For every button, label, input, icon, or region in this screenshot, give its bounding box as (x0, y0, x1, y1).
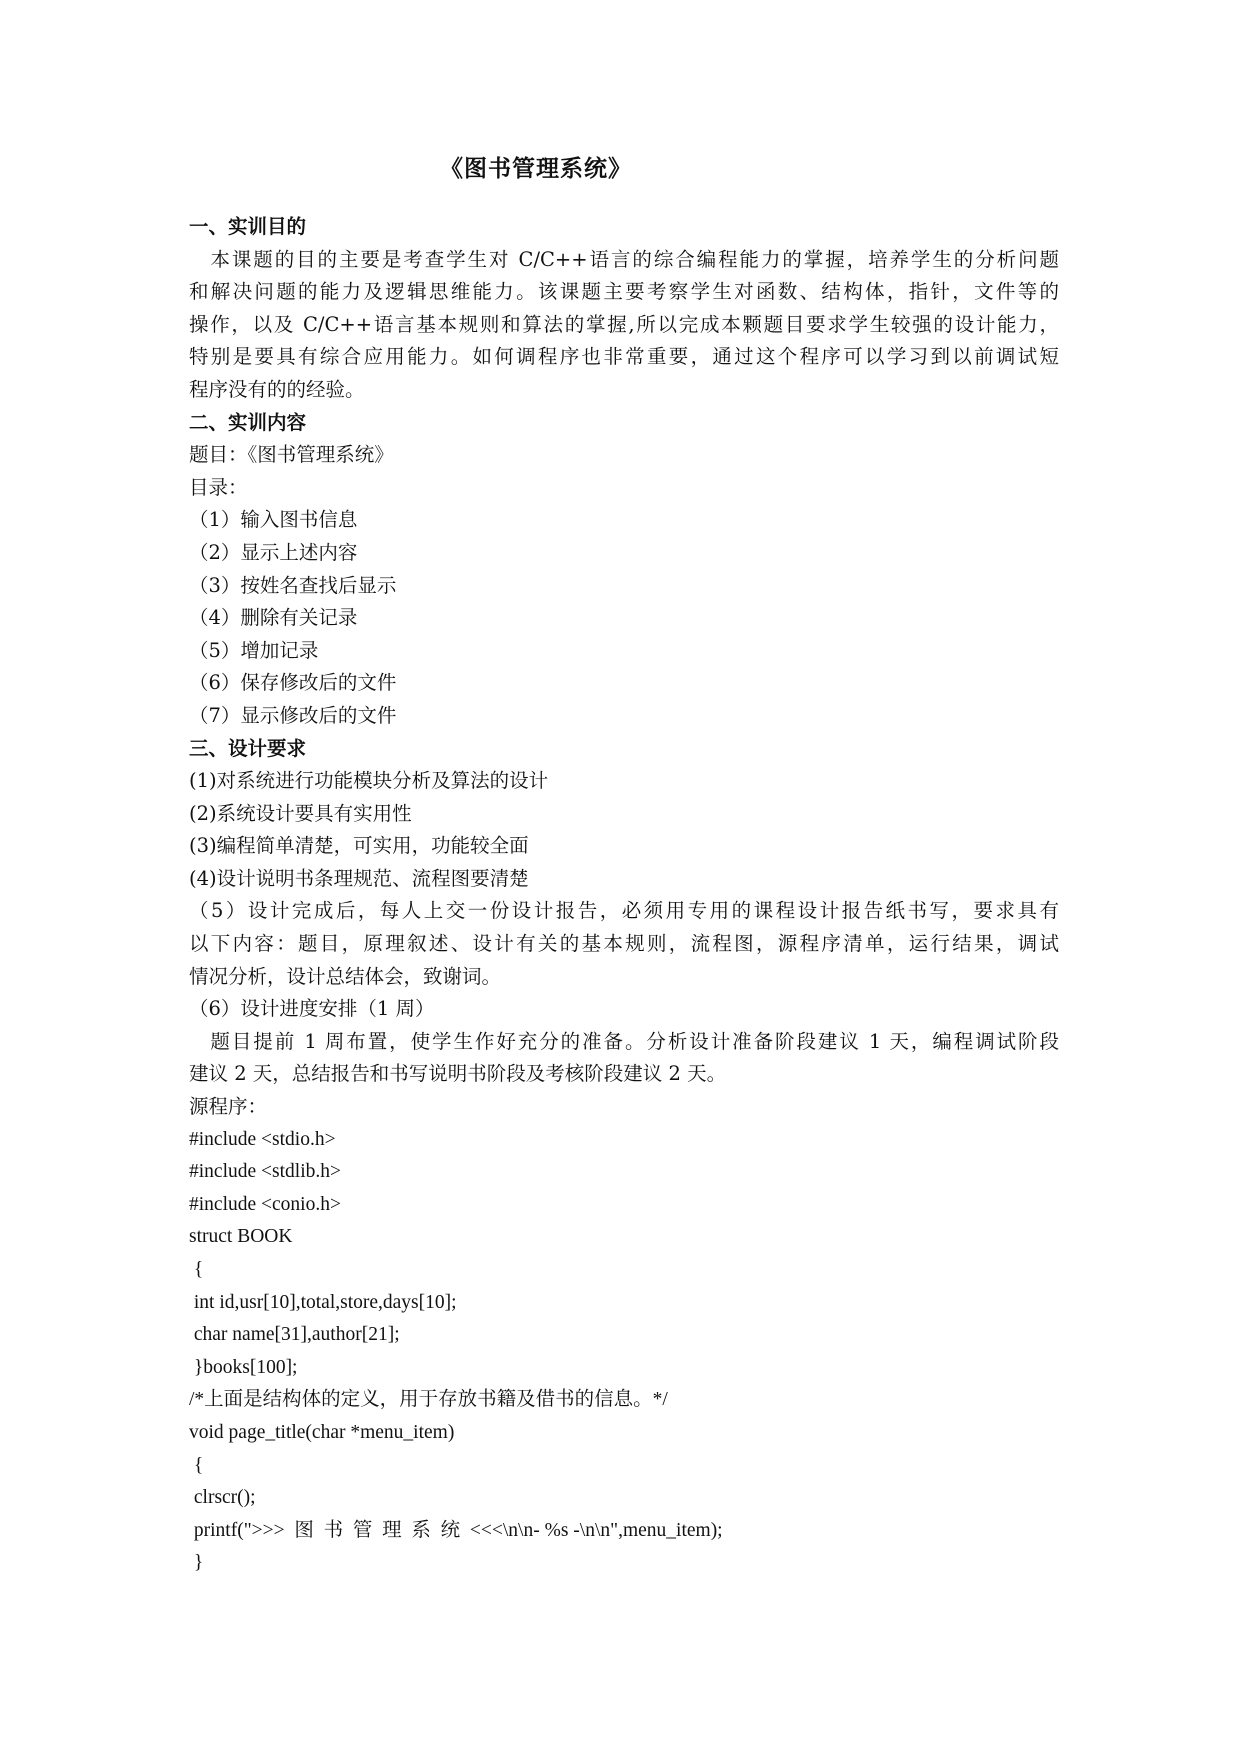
section-heading: 一、实训目的 (189, 215, 307, 238)
text-line: （5）设计完成后，每人上交一份设计报告，必须用专用的课程设计报告纸书写，要求具有 (189, 899, 1059, 923)
text-line: （4）删除有关记录 (189, 606, 358, 630)
code-line: } (189, 1552, 204, 1574)
code-line: #include <stdio.h> (189, 1128, 336, 1150)
text-line: 程序没有的的经验。 (189, 377, 365, 401)
text-line: (3)编程简单清楚，可实用，功能较全面 (189, 834, 529, 858)
code-line: }books[100]; (189, 1356, 298, 1378)
text-line: 目录： (189, 475, 248, 499)
text-line: 源程序： (189, 1095, 268, 1119)
code-line: int id,usr[10],total,store,days[10]; (189, 1291, 457, 1313)
text-line: 本课题的目的主要是考查学生对 C/C++语言的综合编程能力的掌握，培养学生的分析问题 (189, 247, 1059, 271)
code-line: { (189, 1454, 204, 1476)
text-line: 题目提前 1 周布置，使学生作好充分的准备。分析设计准备阶段建议 1 天，编程调试阶段 (189, 1029, 1059, 1053)
text-line: （1）输入图书信息 (189, 508, 358, 532)
section-heading: 三、设计要求 (189, 736, 307, 760)
code-line: printf(">>> 图 书 管 理 系 统 <<<\n\n- %s -\n\n",menu_item); (189, 1519, 723, 1541)
text-line: 以下内容：题目，原理叙述、设计有关的基本规则，流程图，源程序清单，运行结果，调试 (189, 932, 1059, 956)
text-line: (1)对系统进行功能模块分析及算法的设计 (189, 769, 549, 793)
text-line: （2）显示上述内容 (189, 540, 358, 564)
document-body (189, 211, 1059, 1580)
text-line: 和解决问题的能力及逻辑思维能力。该课题主要考察学生对函数、结构体，指针，文件等的 (189, 280, 1059, 304)
section-heading: 二、实训内容 (189, 410, 307, 434)
text-line: 操作，以及 C/C++语言基本规则和算法的掌握,所以完成本颗题目要求学生较强的设计能力， (189, 312, 1059, 336)
code-line: #include <conio.h> (189, 1193, 341, 1215)
text-line: （5）增加记录 (189, 638, 319, 662)
text-line: 特别是要具有综合应用能力。如何调程序也非常重要，通过这个程序可以学习到以前调试短 (189, 345, 1059, 369)
text-line: (4)设计说明书条理规范、流程图要清楚 (189, 866, 529, 890)
code-line: #include <stdlib.h> (189, 1161, 341, 1183)
code-line: void page_title(char *menu_item) (189, 1421, 455, 1443)
document-title: 《图书管理系统》 (440, 155, 632, 182)
text-line: （3）按姓名查找后显示 (189, 573, 397, 597)
text-line: （7）显示修改后的文件 (189, 703, 397, 727)
code-line: /*上面是结构体的定义，用于存放书籍及借书的信息。*/ (189, 1389, 668, 1411)
text-line: 建议 2 天，总结报告和书写说明书阶段及考核阶段建议 2 天。 (189, 1062, 727, 1086)
text-line: （6）保存修改后的文件 (189, 671, 397, 695)
text-line: (2)系统设计要具有实用性 (189, 801, 412, 825)
code-line: clrscr(); (189, 1487, 256, 1509)
code-line: { (189, 1259, 204, 1280)
code-line: struct BOOK (189, 1226, 293, 1248)
text-line: 情况分析，设计总结体会，致谢词。 (189, 964, 502, 988)
text-line: 题目：《图书管理系统》 (189, 443, 394, 467)
code-line: char name[31],author[21]; (189, 1324, 400, 1346)
text-line: （6）设计进度安排（1 周） (189, 997, 435, 1021)
